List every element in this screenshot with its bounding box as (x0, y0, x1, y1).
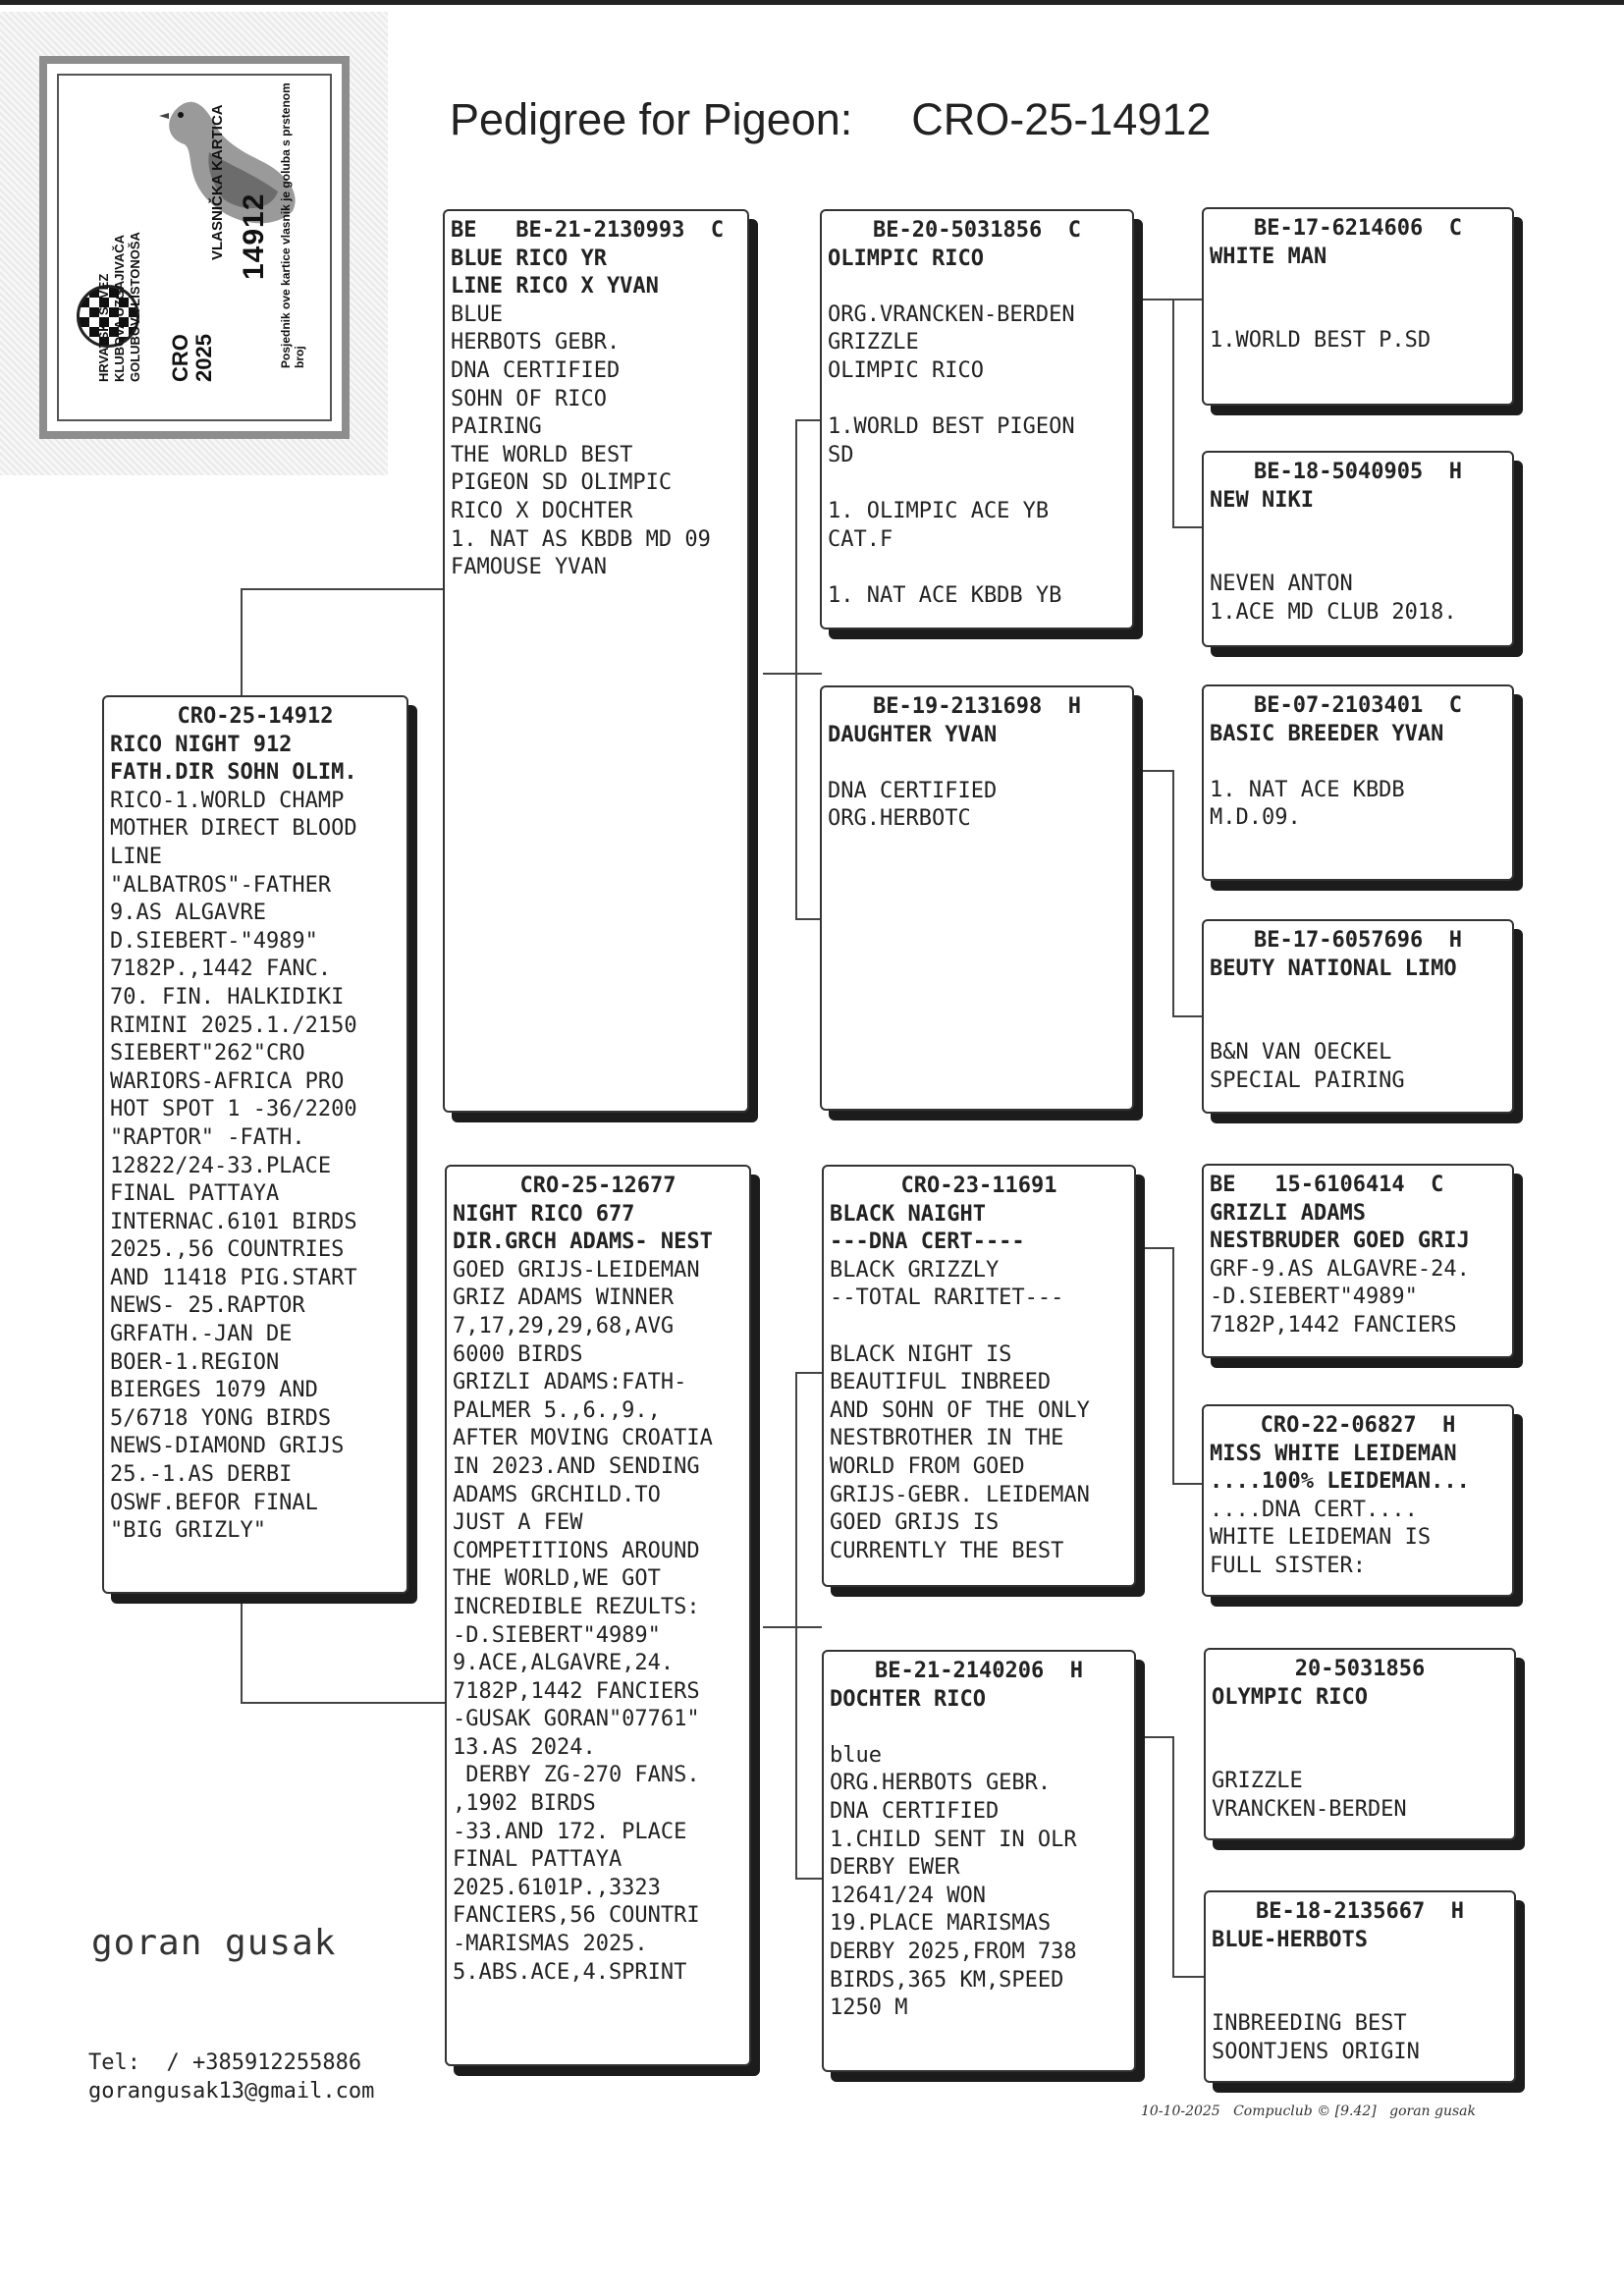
ring-number: BE-18-5040905 H (1254, 460, 1462, 484)
connector-line (241, 588, 243, 702)
pigeon-name: MISS WHITE LEIDEMAN ....100% LEIDEMAN... (1210, 1441, 1470, 1495)
pigeon-notes: 1. NAT ACE KBDB M.D.09. (1210, 777, 1405, 831)
card-note: Posjednik ove kartice vlasnik je goluba s prstenom broj (279, 82, 306, 368)
pigeon-name: DAUGHTER YVAN (828, 722, 998, 747)
connector-line (795, 1878, 822, 1880)
ring-number: CRO-25-14912 (177, 704, 334, 729)
pigeon-notes: RICO-1.WORLD CHAMP MOTHER DIRECT BLOOD LINE "ALBATROS"-FATHER 9.AS ALGAVRE D.SIEBERT-"4989" 7182P.,1442 FANC. 70. FIN. HALKIDIKI RIMINI 2025.1./2150 SIEBERT"262"CRO WARIORS-AFRICA PRO HOT SPOT 1 -36/2200 "RAPTOR" -FATH. 12822/24-33.PLACE FINAL PATTAYA INTERNAC.6101 BIRDS 2025.,56 COUNTRIES AND 11418 PIG.START NEWS- 25.RAPTOR GRFATH.-JAN DE BOER-1.REGION BIERGES 1079 AND 5/6718 YONG BIRDS NEWS-DIAMOND GRIJS 25.-1.AS DERBI OSWF.BEFOR FINAL "BIG GRIZLY" (110, 788, 357, 1544)
ring-number: BE-17-6214606 C (1254, 216, 1462, 241)
page-title (450, 94, 1211, 145)
pigeon-notes: B&N VAN OECKEL SPECIAL PAIRING (1210, 1040, 1405, 1093)
pedigree-dam-sire (822, 1165, 1136, 1587)
connector-line (1172, 1483, 1206, 1485)
pedigree-dam-dam (822, 1650, 1136, 2072)
pigeon-notes: BLACK GRIZZLY --TOTAL RARITET--- BLACK NIGHT IS BEAUTIFUL INBREED AND SOHN OF THE ONLY NESTBROTHER IN THE WORLD FROM GOED GRIJS-GEBR. LEIDEMAN GOED GRIJS IS CURRENTLY THE BEST (830, 1257, 1090, 1563)
ring-number: BE-17-6057696 H (1254, 928, 1462, 953)
connector-line (1139, 770, 1174, 772)
connector-line (1139, 1247, 1174, 1249)
ownership-card (39, 56, 350, 439)
connector-line (1139, 299, 1174, 301)
pedigree-sire (443, 209, 749, 1113)
connector-line (1172, 1247, 1174, 1485)
connector-line (1172, 770, 1174, 1017)
connector-line (241, 1702, 447, 1704)
card-title: VLASNIČKA KARTICA (209, 104, 226, 260)
pedigree-sss (1202, 207, 1514, 406)
pigeon-name: NIGHT RICO 677 DIR.GRCH ADAMS- NEST (453, 1201, 713, 1255)
connector-line (1172, 299, 1206, 301)
ring-number: BE-20-5031856 C (873, 218, 1081, 243)
connector-line (795, 918, 822, 920)
pigeon-name: BASIC BREEDER YVAN (1210, 721, 1444, 746)
pigeon-name: BEUTY NATIONAL LIMO (1210, 956, 1457, 981)
pigeon-name: BLACK NAIGHT ---DNA CERT---- (830, 1201, 1025, 1255)
ring-number: BE-18-2135667 H (1256, 1899, 1464, 1924)
ownership-card-scan (0, 12, 388, 475)
pedigree-subject (102, 695, 408, 1594)
pedigree-sire-sire (820, 209, 1134, 629)
card-number: 14912 (238, 192, 270, 280)
pedigree-sdd (1202, 919, 1514, 1114)
connector-line (1172, 1736, 1174, 1978)
connector-line (241, 1596, 243, 1704)
pigeon-name: OLYMPIC RICO (1212, 1684, 1368, 1710)
pigeon-name: BLUE RICO YR LINE RICO X YVAN (451, 246, 659, 300)
ring-number: CRO-22-06827 H (1260, 1413, 1456, 1438)
ring-number: BE 15-6106414 C (1210, 1173, 1444, 1197)
connector-line (795, 419, 822, 421)
connector-line (1172, 1015, 1206, 1017)
pigeon-name: NEW NIKI (1210, 487, 1314, 513)
pedigree-sire-dam (820, 685, 1134, 1111)
ring-number: CRO-23-11691 (900, 1174, 1057, 1198)
connector-line (1139, 1736, 1174, 1738)
pigeon-name: DOCHTER RICO (830, 1686, 986, 1712)
card-text-rotated (47, 64, 318, 427)
connector-line (795, 1372, 797, 1880)
connector-line (1172, 1976, 1206, 1978)
connector-line (763, 1626, 822, 1628)
pigeon-notes: INBREEDING BEST SOONTJENS ORIGIN (1212, 2011, 1420, 2064)
pedigree-dss (1202, 1164, 1514, 1358)
pigeon-name: OLIMPIC RICO (828, 246, 984, 271)
pigeon-notes: blue ORG.HERBOTS GEBR. DNA CERTIFIED 1.CHILD SENT IN OLR DERBY EWER 12641/24 WON 19.PLACE MARISMAS DERBY 2025,FROM 738 BIRDS,365 KM,SPEED 1250 M (830, 1742, 1077, 2021)
ring-number: BE-19-2131698 H (873, 694, 1081, 719)
pedigree-ssd (1202, 451, 1514, 647)
pigeon-notes: GRF-9.AS ALGAVRE-24. -D.SIEBERT"4989" 7182P,1442 FANCIERS (1210, 1256, 1470, 1338)
connector-line (763, 673, 822, 675)
pigeon-notes: ORG.VRANCKEN-BERDEN GRIZZLE OLIMPIC RICO 1.WORLD BEST PIGEON SD 1. OLIMPIC ACE YB CAT.F 1. NAT ACE KBDB YB (828, 301, 1075, 608)
ring-number: BE BE-21-2130993 C (451, 218, 725, 243)
owner-name: goran gusak (91, 1923, 337, 1963)
ring-number: 20-5031856 (1294, 1657, 1426, 1681)
pedigree-sds (1202, 684, 1514, 881)
card-organization: HRVATSKI SAVEZ KLUBOVA UZGAJIVAČA GOLUBOVA LISTONOŠA (96, 232, 142, 382)
connector-line (1172, 299, 1174, 528)
pedigree-ddd (1204, 1890, 1516, 2083)
pigeon-name: WHITE MAN (1210, 244, 1327, 269)
page-title-label: Pedigree for Pigeon: (450, 94, 853, 144)
ring-number: BE-07-2103401 C (1254, 693, 1462, 718)
pigeon-notes: ....DNA CERT.... WHITE LEIDEMAN IS FULL SISTER: (1210, 1497, 1432, 1578)
pedigree-dds (1204, 1648, 1516, 1840)
pedigree-dsd (1202, 1404, 1514, 1597)
pedigree-dam (445, 1165, 751, 2066)
connector-line (795, 419, 797, 920)
page-title-pigeon-id: CRO-25-14912 (911, 94, 1212, 144)
ring-number: BE-21-2140206 H (875, 1659, 1083, 1683)
ring-number: CRO-25-12677 (519, 1174, 677, 1198)
card-country-year: CRO 2025 (168, 334, 216, 382)
connector-line (241, 588, 445, 590)
connector-line (795, 1372, 822, 1374)
pigeon-notes: NEVEN ANTON 1.ACE MD CLUB 2018. (1210, 572, 1457, 625)
pigeon-notes: BLUE HERBOTS GEBR. DNA CERTIFIED SOHN OF RICO PAIRING THE WORLD BEST PIGEON SD OLIMPIC RICO X DOCHTER 1. NAT AS KBDB MD 09 FAMOUSE YVAN (451, 301, 711, 580)
pigeon-name: BLUE-HERBOTS (1212, 1927, 1368, 1952)
pigeon-notes: GRIZZLE VRANCKEN-BERDEN (1212, 1769, 1407, 1822)
pigeon-notes: GOED GRIJS-LEIDEMAN GRIZ ADAMS WINNER 7,17,29,29,68,AVG 6000 BIRDS GRIZLI ADAMS:FATH- PALMER 5.,6.,9., AFTER MOVING CROATIA IN 2023.AND SENDING ADAMS GRCHILD.TO JUST A FEW COMPETITIONS AROUND THE WORLD,WE GOT INCREDIBLE REZULTS: -D.SIEBERT"4989" 9.ACE,ALGAVRE,24. 7182P,1442 FANCIERS -GUSAK GORAN"07761" 13.AS 2024. DERBY ZG-270 FANS. ,1902 BIRDS -33.AND 172. PLACE FINAL PATTAYA 2025.6101P.,3323 FANCIERS,56 COUNTRI -MARISMAS 2025. 5.ABS.ACE,4.SPRINT (453, 1257, 713, 1985)
pigeon-notes: 1.WORLD BEST P.SD (1210, 328, 1432, 354)
footer-credit: 10-10-2025 Compuclub © [9.42] goran gusak (1141, 2104, 1476, 2119)
pigeon-name: RICO NIGHT 912 FATH.DIR SOHN OLIM. (110, 732, 357, 786)
top-border (0, 0, 1624, 5)
connector-line (1172, 526, 1206, 528)
owner-contact: Tel: / +385912255886 gorangusak13@gmail.com (88, 2050, 375, 2104)
pigeon-notes: DNA CERTIFIED ORG.HERBOTC (828, 778, 998, 832)
pigeon-name: GRIZLI ADAMS NESTBRUDER GOED GRIJ (1210, 1200, 1470, 1254)
